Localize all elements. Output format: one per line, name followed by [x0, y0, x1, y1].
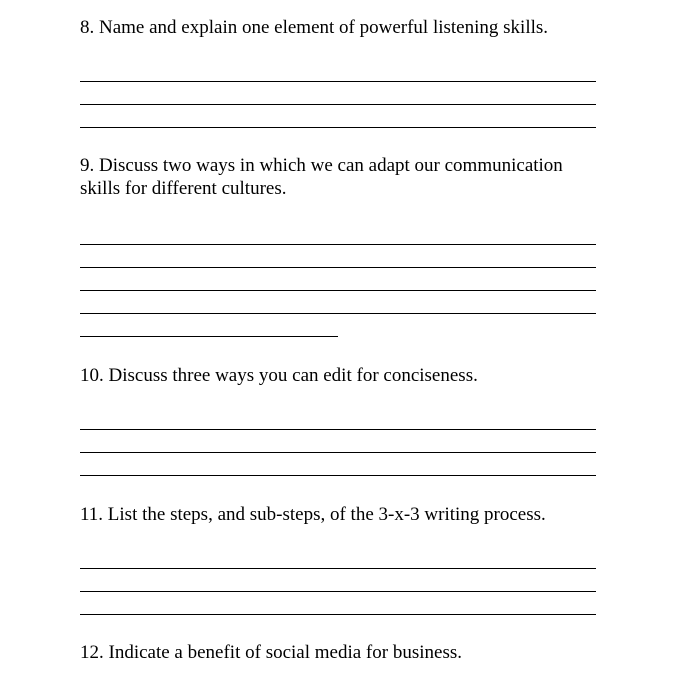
question-8 [80, 16, 600, 39]
answer-line[interactable] [80, 290, 596, 291]
answer-line[interactable] [80, 475, 596, 476]
answer-line[interactable] [80, 127, 596, 128]
answer-line[interactable] [80, 104, 596, 105]
answer-line[interactable] [80, 81, 596, 82]
answer-line[interactable] [80, 267, 596, 268]
question-10 [80, 364, 600, 387]
question-11-text: List the steps, and sub-steps, of the 3-x-3 writing process. [107, 504, 546, 525]
question-12-number: 12. [80, 642, 104, 663]
question-12 [80, 641, 600, 664]
question-9-text-line1: Discuss two ways in which we can adapt our communication [99, 155, 563, 176]
question-11-number: 11. [80, 504, 104, 525]
answer-line[interactable] [80, 429, 596, 430]
answer-line[interactable] [80, 313, 596, 314]
question-11 [80, 503, 600, 526]
question-8-text: Name and explain one element of powerful listening skills. [99, 17, 549, 38]
question-9 [80, 154, 600, 200]
question-9-number: 9. [80, 155, 95, 176]
question-9-text-line2: skills for different cultures. [80, 178, 287, 199]
question-10-number: 10. [80, 365, 104, 386]
answer-line[interactable] [80, 591, 596, 592]
answer-line[interactable] [80, 244, 596, 245]
question-8-number: 8. [80, 17, 95, 38]
answer-line[interactable] [80, 452, 596, 453]
answer-line[interactable] [80, 614, 596, 615]
question-10-text: Discuss three ways you can edit for conciseness. [108, 365, 478, 386]
answer-line-short[interactable] [80, 336, 338, 337]
question-12-text: Indicate a benefit of social media for business. [108, 642, 462, 663]
answer-line[interactable] [80, 568, 596, 569]
